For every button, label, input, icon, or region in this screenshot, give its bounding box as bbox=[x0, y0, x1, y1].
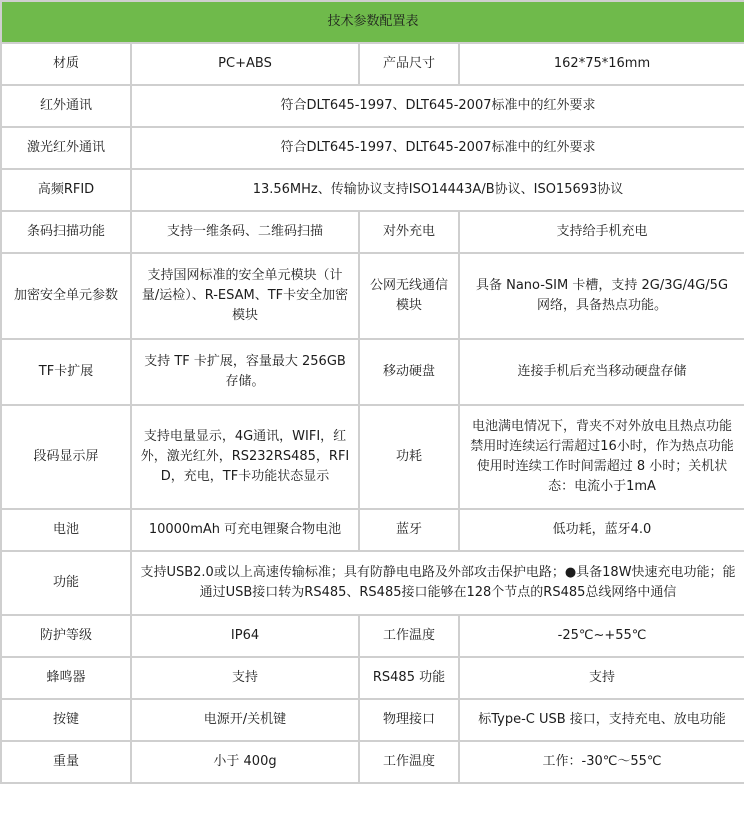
table-row-barcode bbox=[1, 211, 744, 253]
table-row-rfid bbox=[1, 169, 744, 211]
row-label-2: 移动硬盘 bbox=[359, 339, 459, 405]
row-value: 小于 400g bbox=[131, 741, 359, 783]
table-row-weight bbox=[1, 741, 744, 783]
table-row-security bbox=[1, 253, 744, 339]
row-label: 高频RFID bbox=[1, 169, 131, 211]
table-title: 技术参数配置表 bbox=[1, 1, 744, 43]
row-label-2: RS485 功能 bbox=[359, 657, 459, 699]
row-label: 电池 bbox=[1, 509, 131, 551]
row-value: 支持 bbox=[131, 657, 359, 699]
row-label: 蜂鸣器 bbox=[1, 657, 131, 699]
table-row-protection bbox=[1, 615, 744, 657]
row-value: 符合DLT645-1997、DLT645-2007标准中的红外要求 bbox=[131, 127, 744, 169]
row-value-2: 162*75*16mm bbox=[459, 43, 744, 85]
table-row-function bbox=[1, 551, 744, 615]
row-label-2: 功耗 bbox=[359, 405, 459, 509]
row-value-2: 支持给手机充电 bbox=[459, 211, 744, 253]
row-label: 激光红外通讯 bbox=[1, 127, 131, 169]
row-value: 电源开/关机键 bbox=[131, 699, 359, 741]
row-value: 13.56MHz、传输协议支持ISO14443A/B协议、ISO15693协议 bbox=[131, 169, 744, 211]
row-label: 条码扫描功能 bbox=[1, 211, 131, 253]
row-value: 10000mAh 可充电锂聚合物电池 bbox=[131, 509, 359, 551]
row-value-2: 工作：-30℃～55℃ bbox=[459, 741, 744, 783]
row-value: 支持电量显示，4G通讯，WIFI，红外，激光红外，RS232RS485，RFID，充电，TF卡功能状态显示 bbox=[131, 405, 359, 509]
row-label-2: 工作温度 bbox=[359, 741, 459, 783]
row-value: 支持 TF 卡扩展，容量最大 256GB 存储。 bbox=[131, 339, 359, 405]
row-label-2: 产品尺寸 bbox=[359, 43, 459, 85]
table-row-ir bbox=[1, 85, 744, 127]
row-value-2: 电池满电情况下，背夹不对外放电且热点功能禁用时连续运行需超过16小时，作为热点功能使用时连续工作时间需超过 8 小时；关机状态：电流小于1mA bbox=[459, 405, 744, 509]
table-row-laser-ir bbox=[1, 127, 744, 169]
row-label-2: 蓝牙 bbox=[359, 509, 459, 551]
row-label-2: 公网无线通信模块 bbox=[359, 253, 459, 339]
row-value-2: 标Type-C USB 接口，支持充电、放电功能 bbox=[459, 699, 744, 741]
table-row-battery bbox=[1, 509, 744, 551]
row-value: PC+ABS bbox=[131, 43, 359, 85]
table-row-material bbox=[1, 43, 744, 85]
row-label-2: 对外充电 bbox=[359, 211, 459, 253]
row-value: 支持一维条码、二维码扫描 bbox=[131, 211, 359, 253]
row-value: 支持USB2.0或以上高速传输标准；具有防静电电路及外部攻击保护电路；●具备18W快速充电功能；能通过USB接口转为RS485、RS485接口能够在128个节点的RS485总线网络中通信 bbox=[131, 551, 744, 615]
row-value-2: 支持 bbox=[459, 657, 744, 699]
row-label: 段码显示屏 bbox=[1, 405, 131, 509]
table-row-tf bbox=[1, 339, 744, 405]
row-value: IP64 bbox=[131, 615, 359, 657]
row-value: 符合DLT645-1997、DLT645-2007标准中的红外要求 bbox=[131, 85, 744, 127]
row-value-2: 低功耗，蓝牙4.0 bbox=[459, 509, 744, 551]
row-label: 材质 bbox=[1, 43, 131, 85]
row-value-2: -25℃~+55℃ bbox=[459, 615, 744, 657]
row-label: 重量 bbox=[1, 741, 131, 783]
table-row-buzzer bbox=[1, 657, 744, 699]
row-value: 支持国网标准的安全单元模块（计量/运检）、R-ESAM、TF卡安全加密模块 bbox=[131, 253, 359, 339]
row-label: 红外通讯 bbox=[1, 85, 131, 127]
row-label: 加密安全单元参数 bbox=[1, 253, 131, 339]
row-label: 功能 bbox=[1, 551, 131, 615]
row-value-2: 连接手机后充当移动硬盘存储 bbox=[459, 339, 744, 405]
row-label: 按键 bbox=[1, 699, 131, 741]
row-label: 防护等级 bbox=[1, 615, 131, 657]
row-label: TF卡扩展 bbox=[1, 339, 131, 405]
row-value-2: 具备 Nano-SIM 卡槽，支持 2G/3G/4G/5G 网络，具备热点功能。 bbox=[459, 253, 744, 339]
row-label-2: 工作温度 bbox=[359, 615, 459, 657]
table-row-keys bbox=[1, 699, 744, 741]
table-row-segment bbox=[1, 405, 744, 509]
row-label-2: 物理接口 bbox=[359, 699, 459, 741]
